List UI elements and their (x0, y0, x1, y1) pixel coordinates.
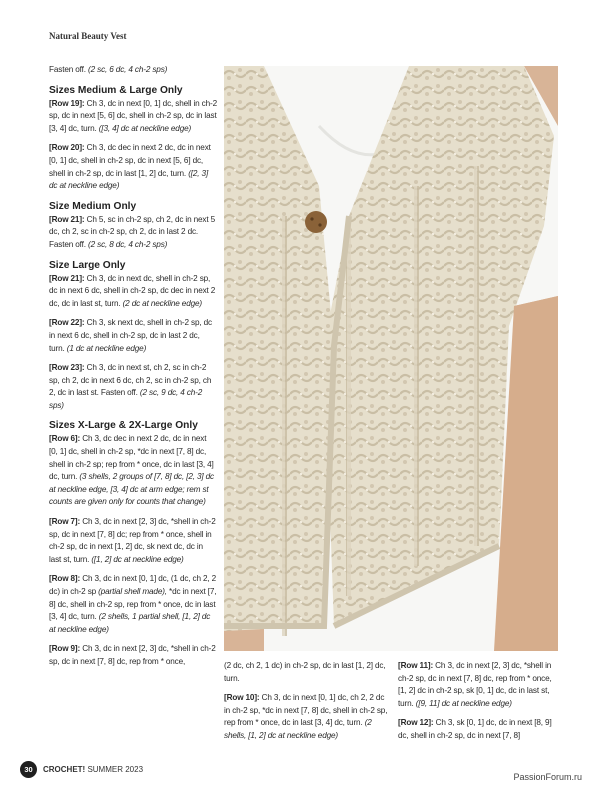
row-instructions: Ch 5, sc in ch-2 sp, ch 2, dc in next 5 dc, ch 2, sc in ch-2 sp, ch 2, dc in last 2 dc. Fasten off. (49, 214, 216, 249)
pattern-text (49, 64, 217, 77)
row-note: ([2, 3] dc at neckline edge) (49, 168, 209, 191)
row-label: [Row 11]: (398, 661, 434, 670)
pattern-row (398, 660, 560, 710)
row-note: ([3, 4] dc at neckline edge) (98, 123, 192, 133)
row-note: (2 sc, 9 dc, 4 ch-2 sps) (49, 388, 203, 410)
row-label: [Row 21]: (49, 273, 85, 283)
row-instructions: *dc in next [7, 8] dc, shell in ch-2 sp, rep from * once, dc in last [3, 4] dc, turn. (49, 587, 217, 622)
row-note: (2 shells, 1 partial shell, [1, 2] dc at neckline edge) (49, 612, 211, 634)
row-note: (2 shells, [1, 2] dc at neckline edge) (224, 718, 372, 740)
row-instructions: Ch 3, sk [0, 1] dc, dc in next [8, 9] dc, shell in ch-2 sp, dc in next [7, 8] (398, 718, 552, 740)
pattern-row (49, 98, 217, 136)
row-label: [Row 10]: (224, 693, 260, 703)
row-label: [Row 7]: (49, 517, 81, 527)
row-note: ([9, 11] dc at neckline edge) (415, 698, 512, 708)
row-label: [Row 20]: (49, 143, 85, 153)
row-instructions: Ch 3, sk next dc, shell in ch-2 sp, dc in next 6 dc, shell in ch-2 sp, dc in last 2 dc, turn. (49, 318, 212, 353)
page-footer (20, 761, 143, 778)
row-instructions: Ch 3, dc in next [2, 3] dc, *shell in ch-2 sp, dc in next [7, 8] dc, rep from * once, (49, 644, 216, 666)
pattern-text (224, 660, 390, 685)
pattern-row (49, 214, 217, 252)
row-instructions: Ch 3, dc in next [2, 3] dc, *shell in ch-2 sp, dc in next [7, 8] dc, rep from * once, [1, 2] dc in ch-2 sp, sk [0, 1] dc, dc in last st, turn. (398, 661, 552, 708)
section-heading: Size Medium Only (49, 200, 137, 212)
watermark: PassionForum.ru (513, 772, 582, 782)
issue-label: SUMMER 2023 (85, 765, 144, 774)
section-heading: Sizes X-Large & 2X-Large Only (49, 420, 198, 432)
row-instructions: Ch 3, dc in next dc, shell in ch-2 sp, dc in next 6 dc, shell in ch-2 sp, dc dec in next 2 dc, dc in last st, turn. (49, 273, 216, 308)
row-note: (3 shells, 2 groups of [7, 8] dc, [2, 3] dc at neckline edge, [3, 4] dc at arm edge; rem st counts are given only for counts that change) (49, 472, 214, 507)
right-text-column (398, 660, 560, 750)
magazine-issue (43, 765, 143, 774)
row-instructions: Fasten off. (49, 65, 89, 74)
page-number: 30 (20, 761, 37, 778)
row-label: [Row 21]: (49, 214, 85, 224)
row-note: (2 sc, 6 dc, 4 ch-2 sps) (88, 65, 168, 74)
row-instructions: Ch 3, dc in next [0, 1] dc, (1 dc, ch 2, 2 dc) in ch-2 sp (49, 574, 217, 596)
row-note: (partial shell made), (98, 587, 167, 596)
section-heading: Size Large Only (49, 259, 126, 271)
middle-text-column (224, 660, 390, 750)
row-label: [Row 8]: (49, 574, 81, 584)
pattern-row (49, 516, 217, 566)
pattern-row (49, 317, 217, 355)
section-heading: Sizes Medium & Large Only (49, 84, 183, 96)
row-note: (1 dc at neckline edge) (66, 343, 147, 353)
row-note: (2 dc at neckline edge) (122, 298, 202, 308)
row-label: [Row 23]: (49, 363, 85, 373)
row-label: [Row 12]: (398, 718, 434, 728)
row-label: [Row 6]: (49, 434, 81, 444)
pattern-row (224, 692, 390, 742)
pattern-row (49, 433, 217, 509)
pattern-row (49, 362, 217, 412)
row-instructions: Ch 3, dc in next [0, 1] dc, shell in ch-2 sp, dc in next [5, 6] dc, shell in ch-2 sp, dc in last [3, 4] dc, turn. (49, 98, 218, 133)
row-instructions: Ch 3, dc dec in next 2 dc, dc in next [0, 1] dc, shell in ch-2 sp, *dc in next [7, 8] dc, shell in ch-2 sp; rep from * once, dc in last [3, 4] dc, turn. (49, 434, 214, 482)
magazine-name: CROCHET! (43, 765, 86, 774)
left-text-column (49, 64, 217, 676)
pattern-row (398, 717, 560, 742)
row-note: ([1, 2] dc at neckline edge) (91, 554, 184, 564)
row-instructions: Ch 3, dc in next [2, 3] dc, *shell in ch-2 sp, dc in next [7, 8] dc; rep from * once, shell in ch-2 sp, dc in next [1, 2] dc, sk next dc, dc in last st, turn. (49, 517, 216, 564)
row-instructions: (2 dc, ch 2, 1 dc) in ch-2 sp, dc in last [1, 2] dc, turn. (224, 661, 386, 683)
row-instructions: Ch 3, dc dec in next 2 dc, dc in next [0, 1] dc, shell in ch-2 sp, dc in next [5, 6] dc, shell in ch-2 sp, dc in last [1, 2] dc, turn. (49, 143, 211, 178)
row-instructions: Ch 3, dc in next [0, 1] dc, ch 2, 2 dc in ch-2 sp, *dc in next [7, 8] dc, shell in ch-2 sp, rep from * once, dc in last [3, 4] dc, turn. (224, 693, 388, 728)
article-title-header: Natural Beauty Vest (49, 31, 127, 41)
row-instructions: Ch 3, dc in next st, ch 2, sc in ch-2 sp, ch 2, dc in next 6 dc, ch 2, sc in ch-2 sp, ch 2, dc in last st. Fasten off. (49, 363, 212, 398)
pattern-row (49, 643, 217, 668)
pattern-row (49, 573, 217, 636)
vest-photo (224, 66, 558, 651)
row-label: [Row 22]: (49, 318, 85, 328)
row-label: [Row 9]: (49, 644, 81, 654)
row-note: (2 sc, 8 dc, 4 ch-2 sps) (88, 239, 168, 249)
pattern-row (49, 273, 217, 311)
row-label: [Row 19]: (49, 98, 85, 108)
pattern-row (49, 142, 217, 192)
